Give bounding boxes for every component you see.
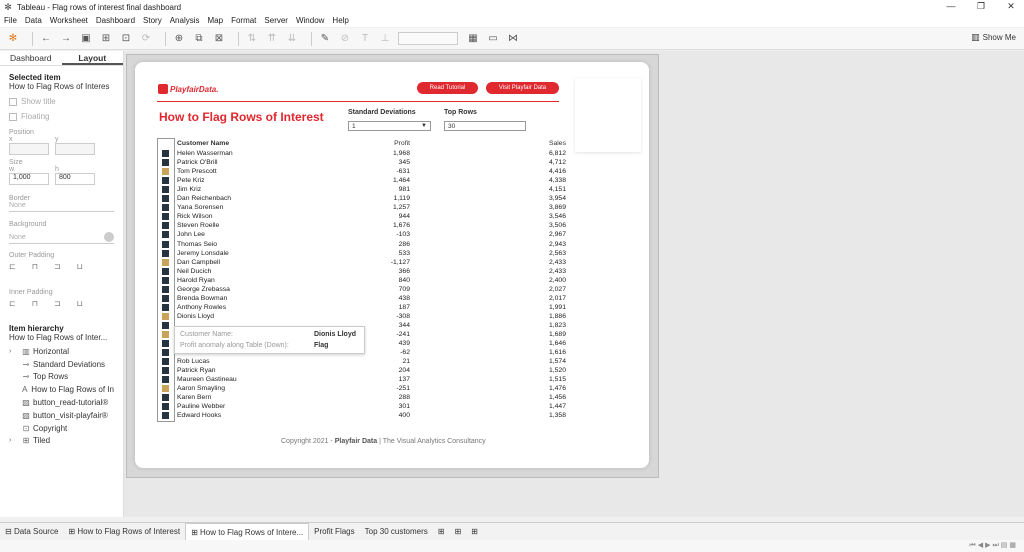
tooltip-key-anomaly: Profit anomaly along Table (Down): bbox=[180, 342, 289, 349]
parameter-icon: ⊸ bbox=[22, 372, 30, 382]
sales-value: 2,017 bbox=[548, 294, 566, 302]
table-row[interactable] bbox=[157, 185, 577, 194]
read-tutorial-button[interactable]: Read Tutorial bbox=[417, 82, 478, 94]
table-row[interactable] bbox=[157, 149, 577, 158]
inner-padding-label: Inner Padding bbox=[9, 289, 53, 296]
width-input[interactable]: 1,000 bbox=[9, 173, 49, 185]
header-divider bbox=[157, 101, 559, 102]
sales-value: 1,689 bbox=[548, 331, 566, 338]
menu-data[interactable]: Data bbox=[24, 16, 42, 25]
hierarchy-label: Horizontal bbox=[33, 346, 70, 356]
profit-value: 533 bbox=[398, 249, 410, 257]
customer-name: Jim Kriz bbox=[177, 186, 202, 194]
columns-icon: ▥ bbox=[22, 346, 30, 356]
text-icon: A bbox=[22, 385, 28, 395]
sales-value: 1,823 bbox=[548, 321, 566, 329]
customer-name: Patrick Ryan bbox=[177, 367, 216, 375]
profit-value: 944 bbox=[398, 213, 410, 221]
table-row[interactable] bbox=[157, 167, 577, 176]
profit-value: 21 bbox=[402, 358, 410, 366]
customer-name: Aaron Smayling bbox=[177, 385, 225, 393]
inner-padding-bottom-icon[interactable]: ⊔ bbox=[76, 299, 83, 308]
minimize-icon[interactable]: — bbox=[946, 1, 956, 11]
inner-padding-top-icon[interactable]: ⊓ bbox=[31, 299, 38, 308]
hierarchy-label: Standard Deviations bbox=[33, 359, 106, 369]
row-marker[interactable] bbox=[162, 322, 169, 329]
table-row[interactable] bbox=[157, 357, 577, 366]
hierarchy-root[interactable]: How to Flag Rows of Inter... bbox=[9, 333, 108, 342]
position-label: Position bbox=[9, 129, 34, 136]
padding-right-icon[interactable]: ⊐ bbox=[53, 262, 61, 271]
sales-value: 3,954 bbox=[548, 195, 566, 203]
hierarchy-label: Tiled bbox=[33, 436, 51, 446]
sales-value: 2,433 bbox=[548, 258, 566, 266]
menu-worksheet[interactable]: Worksheet bbox=[49, 16, 88, 25]
hierarchy-item[interactable] bbox=[9, 358, 114, 371]
sales-value: 4,151 bbox=[548, 186, 566, 194]
table-row[interactable] bbox=[157, 276, 577, 285]
sales-value: 6,812 bbox=[548, 150, 566, 157]
table-row[interactable] bbox=[157, 240, 577, 249]
row-marker[interactable] bbox=[162, 295, 169, 302]
show-me-button[interactable]: ▥ Show Me bbox=[971, 32, 1016, 42]
close-icon[interactable]: ✕ bbox=[1007, 1, 1015, 11]
profit-value: 981 bbox=[398, 186, 410, 194]
row-marker[interactable] bbox=[162, 403, 169, 410]
profit-value: 366 bbox=[398, 267, 410, 275]
profit-value: 439 bbox=[398, 340, 410, 348]
sheet-tab-bar bbox=[0, 522, 1024, 540]
tooltip-key-name: Customer Name: bbox=[180, 331, 233, 338]
border-label: Border bbox=[9, 195, 31, 202]
presentation-mode-icon[interactable]: ▭ bbox=[488, 32, 498, 44]
hierarchy-label: Copyright bbox=[33, 423, 68, 433]
hierarchy-item[interactable] bbox=[9, 345, 114, 358]
profit-value: 1,968 bbox=[392, 150, 410, 157]
sales-value: 1,574 bbox=[548, 358, 566, 366]
customer-name: Dan Campbell bbox=[177, 258, 221, 266]
customer-name: Karen Bern bbox=[177, 394, 212, 402]
customer-name: John Lee bbox=[177, 231, 205, 239]
hierarchy-item[interactable] bbox=[9, 396, 114, 409]
table-row[interactable] bbox=[157, 230, 577, 239]
profit-value: -308 bbox=[396, 312, 410, 320]
x-label: x bbox=[9, 136, 13, 143]
title-bar bbox=[0, 0, 1024, 14]
parameter-icon: ⊸ bbox=[22, 359, 30, 369]
customer-name: Harold Ryan bbox=[177, 276, 215, 284]
save-icon[interactable]: ▣ bbox=[81, 32, 91, 44]
db-icon: ⊟ bbox=[5, 526, 14, 536]
sales-value: 2,400 bbox=[548, 276, 566, 284]
visit-playfair-button[interactable]: Visit Playfair Data bbox=[486, 82, 559, 94]
menu-help[interactable]: Help bbox=[332, 16, 349, 25]
table-row[interactable] bbox=[157, 176, 577, 185]
customer-name: Neil Ducich bbox=[177, 267, 212, 275]
customer-name: Anthony Rowles bbox=[177, 303, 227, 311]
profit-value: 137 bbox=[398, 376, 410, 384]
inner-padding-left-icon[interactable]: ⊏ bbox=[9, 299, 16, 308]
row-marker[interactable] bbox=[162, 241, 169, 248]
size-label: Size bbox=[9, 159, 23, 166]
item-hierarchy-heading: Item hierarchy bbox=[9, 324, 64, 333]
sheet-tab-label: Data Source bbox=[13, 526, 59, 536]
w-label: w bbox=[9, 166, 15, 173]
y-input[interactable] bbox=[55, 143, 95, 155]
table-row[interactable] bbox=[157, 203, 577, 212]
row-marker[interactable] bbox=[162, 412, 169, 419]
side-panel bbox=[575, 78, 641, 152]
sales-value: 2,967 bbox=[548, 231, 566, 239]
swap-icon[interactable]: ⇅ bbox=[247, 32, 257, 44]
sales-value: 1,616 bbox=[548, 349, 566, 357]
row-marker[interactable] bbox=[162, 349, 169, 356]
sales-value: 1,447 bbox=[548, 403, 566, 411]
selected-item-heading: Selected item bbox=[9, 73, 61, 82]
sales-value: 1,358 bbox=[548, 412, 566, 420]
playfair-logo: PlayfairData. bbox=[158, 84, 218, 94]
profit-value: -103 bbox=[396, 231, 410, 239]
profit-value: 1,676 bbox=[392, 222, 410, 230]
flag-marker[interactable] bbox=[162, 313, 169, 320]
border-dropdown[interactable]: None bbox=[9, 202, 114, 212]
new-story-icon[interactable]: ⊞ bbox=[471, 526, 478, 536]
row-marker[interactable] bbox=[162, 150, 169, 157]
customer-name: Helen Wasserman bbox=[177, 150, 233, 157]
table-row[interactable] bbox=[157, 249, 577, 258]
top-rows-input[interactable]: 30 bbox=[444, 121, 526, 131]
row-marker[interactable] bbox=[162, 186, 169, 193]
col-profit[interactable]: Profit bbox=[394, 140, 410, 147]
row-marker[interactable] bbox=[162, 376, 169, 383]
table-row[interactable] bbox=[157, 285, 577, 294]
duplicate-icon[interactable]: ⧉ bbox=[195, 32, 203, 44]
outer-padding-label: Outer Padding bbox=[9, 252, 55, 259]
show-cards-icon[interactable]: ▦ bbox=[468, 32, 478, 44]
sales-value: 2,027 bbox=[548, 285, 566, 293]
row-marker[interactable] bbox=[162, 268, 169, 275]
sheet-tab[interactable] bbox=[0, 523, 63, 541]
menu-file[interactable]: File bbox=[4, 16, 17, 25]
share-icon[interactable]: ⋈ bbox=[508, 32, 518, 44]
menu-story[interactable]: Story bbox=[143, 16, 162, 25]
inner-padding-right-icon[interactable]: ⊐ bbox=[53, 299, 61, 308]
menu-server[interactable]: Server bbox=[264, 16, 288, 25]
hierarchy-item[interactable] bbox=[9, 383, 114, 396]
customer-name: Thomas Seio bbox=[177, 240, 218, 248]
sort-desc-icon[interactable]: ⇊ bbox=[287, 32, 297, 44]
restore-icon[interactable]: ❐ bbox=[976, 1, 986, 11]
undo-icon[interactable]: ← bbox=[41, 32, 51, 44]
customer-name: Edward Hooks bbox=[177, 412, 222, 420]
row-marker[interactable] bbox=[162, 222, 169, 229]
labels-icon[interactable]: T bbox=[361, 32, 369, 44]
customer-name: Pauline Webber bbox=[177, 403, 226, 411]
new-worksheet-icon[interactable]: ⊞ bbox=[437, 526, 445, 536]
pause-updates-icon[interactable]: ⊡ bbox=[121, 32, 131, 44]
sheet-tab-label: Top 30 customers bbox=[364, 526, 428, 536]
table-row[interactable] bbox=[157, 194, 577, 203]
table-row[interactable] bbox=[157, 158, 577, 167]
row-marker[interactable] bbox=[162, 195, 169, 202]
row-marker[interactable] bbox=[162, 304, 169, 311]
sheet-nav-icons[interactable]: ⏮◀▶⏭▤▦ bbox=[969, 542, 1018, 549]
sheet-tab-label: Profit Flags bbox=[314, 526, 355, 536]
std-dev-label: Standard Deviations bbox=[348, 109, 416, 116]
sort-asc-icon[interactable]: ⇈ bbox=[267, 32, 277, 44]
customer-name: Brenda Bowman bbox=[177, 294, 228, 302]
status-bar bbox=[0, 540, 1024, 552]
table-row[interactable] bbox=[157, 411, 577, 420]
hierarchy-item[interactable] bbox=[9, 371, 114, 384]
flag-marker[interactable] bbox=[162, 385, 169, 392]
sheet-tab-label: How to Flag Rows of Intere... bbox=[200, 527, 304, 537]
sales-value: 4,416 bbox=[548, 168, 566, 176]
profit-value: 438 bbox=[398, 294, 410, 302]
background-label: Background bbox=[9, 221, 47, 228]
row-marker[interactable] bbox=[162, 340, 169, 347]
sheet-tab[interactable] bbox=[185, 523, 309, 541]
std-dev-dropdown[interactable]: 1 ▼ bbox=[348, 121, 431, 131]
new-data-source-icon[interactable]: ⊞ bbox=[101, 32, 111, 44]
chevron-down-icon: ▼ bbox=[421, 123, 427, 129]
floating-checkbox[interactable]: Floating bbox=[9, 112, 114, 121]
profit-value: 1,119 bbox=[393, 195, 410, 203]
customer-name: Jeremy Lonsdale bbox=[177, 249, 229, 257]
copyright-footer: Copyright 2021 - Playfair Data | The Visual Analytics Consultancy bbox=[281, 438, 486, 445]
customer-name: Yana Sorensen bbox=[177, 204, 224, 212]
sales-value: 2,563 bbox=[548, 249, 566, 257]
row-marker[interactable] bbox=[162, 286, 169, 293]
expand-arrow-icon[interactable]: › bbox=[9, 437, 12, 445]
color-swatch[interactable] bbox=[104, 232, 114, 242]
tooltip-value-flag: Flag bbox=[314, 342, 329, 349]
menu-analysis[interactable]: Analysis bbox=[169, 16, 200, 25]
hierarchy-label: button_read-tutorial® bbox=[33, 398, 109, 408]
tableau-logo-icon[interactable]: ✻ bbox=[8, 32, 18, 44]
table-row[interactable] bbox=[157, 258, 577, 267]
padding-left-icon[interactable]: ⊏ bbox=[9, 262, 16, 271]
menu-format[interactable]: Format bbox=[231, 16, 257, 25]
profit-value: -62 bbox=[400, 349, 410, 357]
y-label: y bbox=[55, 136, 59, 143]
col-sales[interactable]: Sales bbox=[548, 140, 566, 147]
clear-icon[interactable]: ⊠ bbox=[214, 32, 224, 44]
customer-name: Rob Lucas bbox=[177, 358, 210, 366]
customer-name: George Zrebassa bbox=[177, 285, 230, 293]
sales-value: 4,712 bbox=[548, 159, 566, 167]
sales-value: 2,943 bbox=[548, 240, 566, 248]
table-row[interactable] bbox=[157, 312, 577, 321]
tooltip-value-name: Dionis Lloyd bbox=[314, 331, 356, 338]
sales-value: 1,476 bbox=[548, 385, 566, 393]
table-row[interactable] bbox=[157, 402, 577, 411]
highlight-icon[interactable]: ✎ bbox=[320, 32, 330, 44]
menu-window[interactable]: Window bbox=[295, 16, 325, 25]
refresh-icon[interactable]: ⟳ bbox=[141, 32, 151, 44]
table-row[interactable] bbox=[157, 212, 577, 221]
dashboard-icon: ⊞ bbox=[191, 527, 200, 537]
sales-value: 1,515 bbox=[548, 376, 566, 384]
sales-value: 2,433 bbox=[548, 267, 566, 275]
row-marker[interactable] bbox=[162, 204, 169, 211]
sales-value: 1,991 bbox=[548, 303, 566, 311]
row-marker[interactable] bbox=[162, 394, 169, 401]
hierarchy-label: button_visit-playfair® bbox=[33, 410, 108, 420]
profit-value: 187 bbox=[398, 303, 410, 311]
height-input[interactable]: 800 bbox=[55, 173, 95, 185]
table-row[interactable] bbox=[157, 294, 577, 303]
top-rows-label: Top Rows bbox=[444, 109, 477, 116]
dashboard-icon: ⊞ bbox=[68, 526, 78, 536]
sales-value: 1,456 bbox=[548, 394, 566, 402]
selected-item-value: How to Flag Rows of Interes bbox=[9, 82, 110, 91]
expand-arrow-icon[interactable]: › bbox=[9, 347, 12, 355]
table-row[interactable] bbox=[157, 221, 577, 230]
customer-name: Rick Wilson bbox=[177, 213, 213, 221]
left-panel bbox=[0, 51, 124, 517]
hierarchy-item[interactable] bbox=[9, 409, 114, 422]
sheet-tab[interactable] bbox=[309, 523, 359, 541]
sheet-tab[interactable] bbox=[63, 523, 185, 541]
image-icon: ▨ bbox=[22, 410, 30, 420]
profit-value: 400 bbox=[398, 412, 410, 420]
menu-bar bbox=[0, 14, 1024, 27]
row-marker[interactable] bbox=[162, 250, 169, 257]
customer-name: Tom Prescott bbox=[177, 168, 217, 176]
tab-layout[interactable]: Layout bbox=[62, 51, 124, 65]
customer-name: Patrick O'Brill bbox=[177, 159, 218, 167]
group-icon[interactable]: ⊘ bbox=[340, 32, 350, 44]
col-customer-name[interactable]: Customer Name bbox=[177, 140, 230, 147]
table-row[interactable] bbox=[157, 375, 577, 384]
tiled-icon: ⊞ bbox=[22, 436, 30, 446]
profit-value: 204 bbox=[398, 367, 410, 375]
window-title: Tableau - Flag rows of interest final dashboard bbox=[17, 2, 182, 12]
toolbar bbox=[0, 28, 1024, 50]
profit-value: 344 bbox=[398, 321, 410, 329]
customer-name: Dionis Lloyd bbox=[177, 312, 215, 320]
table-row[interactable] bbox=[157, 384, 577, 393]
tab-dashboard[interactable]: Dashboard bbox=[9, 53, 52, 63]
padding-top-icon[interactable]: ⊓ bbox=[31, 262, 38, 271]
show-title-checkbox[interactable]: Show title bbox=[9, 97, 114, 106]
fix-axes-icon[interactable]: ⊥ bbox=[380, 32, 390, 44]
sales-value: 1,886 bbox=[548, 312, 566, 320]
profit-value: 1,464 bbox=[392, 177, 410, 185]
padding-bottom-icon[interactable]: ⊔ bbox=[76, 262, 83, 271]
sheet-tab-label: How to Flag Rows of Interest bbox=[77, 526, 181, 536]
new-dashboard-icon[interactable]: ⊞ bbox=[454, 526, 462, 536]
fit-dropdown[interactable] bbox=[398, 32, 458, 45]
customer-name: Steven Roelle bbox=[177, 222, 220, 230]
hierarchy-item[interactable] bbox=[9, 435, 114, 448]
image-icon: ▨ bbox=[22, 398, 30, 408]
row-marker[interactable] bbox=[162, 231, 169, 238]
customer-name: Pete Kriz bbox=[177, 177, 205, 185]
profit-value: 286 bbox=[398, 240, 410, 248]
profit-value: -631 bbox=[396, 168, 410, 176]
tooltip bbox=[174, 326, 365, 354]
hierarchy-item[interactable] bbox=[9, 422, 114, 435]
row-marker[interactable] bbox=[162, 277, 169, 284]
background-dropdown[interactable]: None bbox=[9, 234, 114, 244]
sales-value: 3,869 bbox=[548, 204, 566, 212]
redo-icon[interactable]: → bbox=[61, 32, 71, 44]
flag-marker[interactable] bbox=[162, 331, 169, 338]
x-input[interactable] bbox=[9, 143, 49, 155]
profit-value: -241 bbox=[396, 331, 410, 338]
sales-value: 1,520 bbox=[548, 367, 566, 375]
menu-map[interactable]: Map bbox=[207, 16, 224, 25]
table-row[interactable] bbox=[157, 393, 577, 402]
profit-value: 301 bbox=[398, 403, 410, 411]
table-row[interactable] bbox=[157, 267, 577, 276]
customer-name: Maureen Gastineau bbox=[177, 376, 237, 384]
show-me-icon: ▥ bbox=[971, 32, 980, 42]
tableau-app-icon: ✻ bbox=[4, 2, 12, 12]
sales-value: 3,546 bbox=[548, 213, 566, 221]
table-row[interactable] bbox=[157, 366, 577, 375]
menu-dashboard[interactable]: Dashboard bbox=[95, 16, 136, 25]
sheet-tab[interactable] bbox=[360, 523, 433, 541]
new-worksheet-icon[interactable]: ⊕ bbox=[174, 32, 184, 44]
sales-value: 1,646 bbox=[548, 340, 566, 348]
flag-marker[interactable] bbox=[162, 168, 169, 175]
profit-value: 1,257 bbox=[392, 204, 410, 212]
dashboard-title: How to Flag Rows of Interest bbox=[159, 110, 324, 124]
profit-value: 288 bbox=[398, 394, 410, 402]
row-marker[interactable] bbox=[162, 159, 169, 166]
flag-marker[interactable] bbox=[162, 259, 169, 266]
table-row[interactable] bbox=[157, 303, 577, 312]
text-object-icon: ⊡ bbox=[22, 423, 30, 433]
profit-value: 345 bbox=[398, 159, 410, 167]
profit-value: -251 bbox=[396, 385, 410, 393]
profit-value: 840 bbox=[398, 276, 410, 284]
row-marker[interactable] bbox=[162, 358, 169, 365]
customer-name: Dan Reichenbach bbox=[177, 195, 232, 203]
profit-value: -1,127 bbox=[390, 258, 410, 266]
row-marker[interactable] bbox=[162, 177, 169, 184]
playfair-logo-icon bbox=[158, 84, 168, 94]
row-marker[interactable] bbox=[162, 367, 169, 374]
hierarchy-label: Top Rows bbox=[33, 372, 69, 382]
sales-value: 4,338 bbox=[548, 177, 566, 185]
row-marker[interactable] bbox=[162, 213, 169, 220]
h-label: h bbox=[55, 166, 59, 173]
hierarchy-label: How to Flag Rows of In bbox=[31, 385, 114, 395]
sales-value: 3,506 bbox=[548, 222, 566, 230]
profit-value: 709 bbox=[398, 285, 410, 293]
